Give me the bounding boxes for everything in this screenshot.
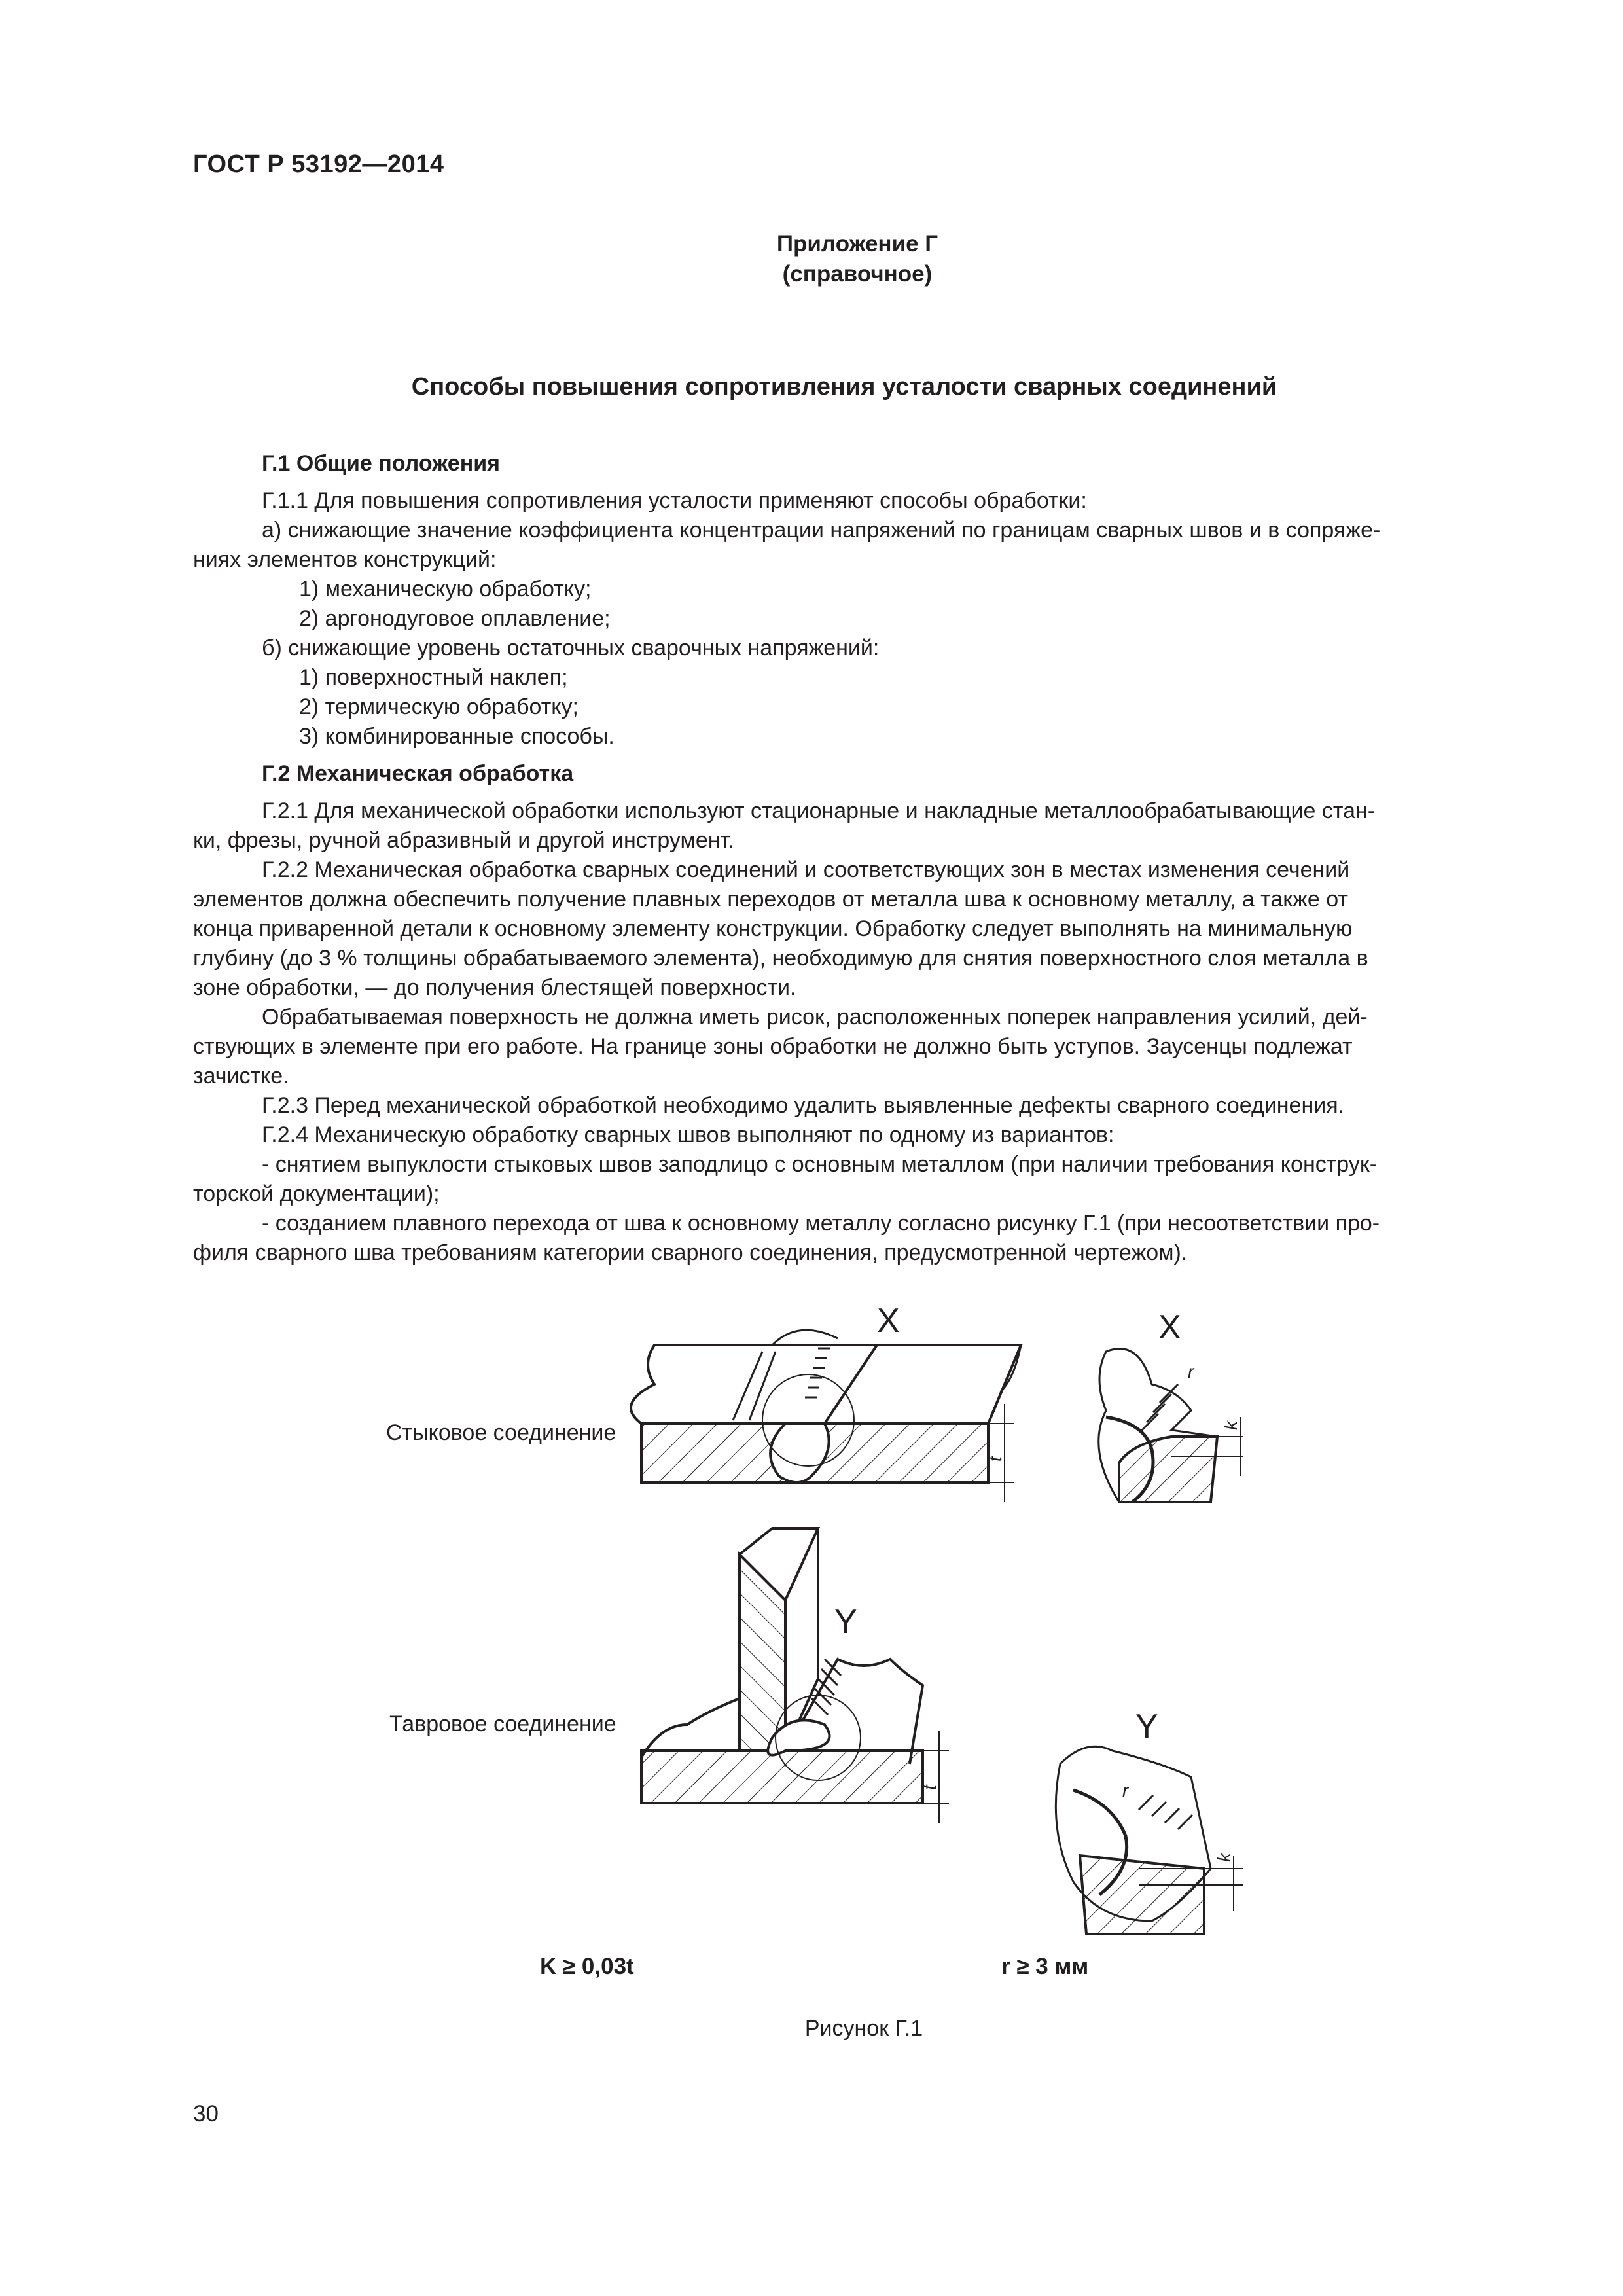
section-heading-g1: Г.1 Общие положения [262,451,500,476]
section-heading-g2: Г.2 Механическая обработка [262,761,574,786]
paragraph-g1-1: Г.1.1 Для повышения сопротивления усталости применяют способы обработки: [262,488,1087,513]
butt-joint-label: Стыковое соединение [386,1420,616,1445]
list-item-b3: 3) комбинированные способы. [299,724,615,749]
butt-thickness-label: t [985,1456,1005,1462]
detail-y-title: Y [1135,1708,1158,1746]
annex-main-title: Способы повышения сопротивления усталости сварных соединений [411,373,1277,401]
detail-x-r-label: r [1188,1361,1194,1382]
paragraph-g2-2-line5: зоне обработки, — до получения блестящей поверхности. [193,975,796,1000]
tee-joint-drawing [641,1528,949,1823]
paragraph-g2-1: Г.2.1 Для механической обработки используют стационарные и накладные металлообрабатывающие стан- [262,798,1376,823]
butt-joint-drawing [631,1330,1021,1502]
list-item-b1: 1) поверхностный наклеп; [299,665,568,690]
paragraph-surface-line2: ствующих в элементе при его работе. На границе зоны обработки не должно быть уступов. Заусенцы подлежат [193,1034,1353,1059]
detail-x-title: X [1158,1308,1181,1346]
detail-y-r-label: r [1122,1780,1129,1801]
paragraph-g2-2-line3: конца приваренной детали к основному элементу конструкции. Обработку следует выполнять на минимальную [193,916,1353,941]
list-item-a-cont: ниях элементов конструкций: [193,547,497,572]
weld-diagrams [366,1293,1335,2000]
list-item-b: б) снижающие уровень остаточных сварочных напряжений: [262,636,880,660]
page-number: 30 [193,2101,219,2126]
paragraph-g2-2: Г.2.2 Механическая обработка сварных соединений и соответствующих зон в местах изменения сечений [262,857,1350,882]
detail-y-k-label: k [1214,1853,1234,1862]
list-item-a2: 2) аргонодуговое оплавление; [299,606,611,631]
variant-smooth-cont: филя сварного шва требованиям категории сварного соединения, предусмотренной чертежом). [193,1240,1188,1265]
variant-smooth: - созданием плавного перехода от шва к основному металлу согласно рисунку Г.1 (при несоответствии про- [262,1211,1380,1236]
annex-type: (справочное) [782,261,933,287]
paragraph-g2-3: Г.2.3 Перед механической обработкой необходимо удалить выявленные дефекты сварного соединения. [262,1093,1345,1118]
variant-flush-cont: торской документации); [193,1181,440,1206]
annex-heading [654,229,1060,289]
paragraph-g2-2-line2: элементов должна обеспечить получение плавных переходов от металла шва к основному металлу, а также от [193,887,1348,912]
tee-detail-marker-y: Y [834,1603,857,1641]
formula-r: r ≥ 3 мм [1001,1954,1089,1979]
paragraph-g2-2-line4: глубину (до 3 % толщины обрабатываемого элемента), необходимую для снятия поверхностного слоя металла в [193,946,1368,971]
formula-k: K ≥ 0,03t [540,1954,634,1979]
figure-g1 [366,1293,1335,2000]
detail-y-drawing [1056,1746,1243,1934]
list-item-a1: 1) механическую обработку; [299,577,592,601]
paragraph-surface-line3: зачистке. [193,1064,289,1088]
figure-caption: Рисунок Г.1 [804,2016,923,2041]
list-item-a: а) снижающие значение коэффициента концентрации напряжений по границам сварных швов и в сопряже- [262,518,1381,543]
body-text [193,449,1492,1268]
standard-code: ГОСТ Р 53192—2014 [193,151,444,178]
annex-title: Приложение Г [776,231,938,257]
detail-x-k-label: k [1221,1421,1241,1430]
tee-thickness-label: t [919,1785,940,1790]
paragraph-g2-1-cont: ки, фрезы, ручной абразивный и другой инструмент. [193,828,734,853]
tee-joint-label: Тавровое соединение [389,1712,616,1736]
paragraph-surface: Обрабатываемая поверхность не должна иметь рисок, расположенных поперек направления усилий, дей- [262,1005,1368,1030]
butt-detail-marker-x: X [877,1302,900,1340]
paragraph-g2-4: Г.2.4 Механическую обработку сварных швов выполняют по одному из вариантов: [262,1122,1115,1147]
list-item-b2: 2) термическую обработку; [299,694,579,719]
variant-flush: - снятием выпуклости стыковых швов заподлицо с основным металлом (при наличии требования конструк- [262,1152,1378,1177]
